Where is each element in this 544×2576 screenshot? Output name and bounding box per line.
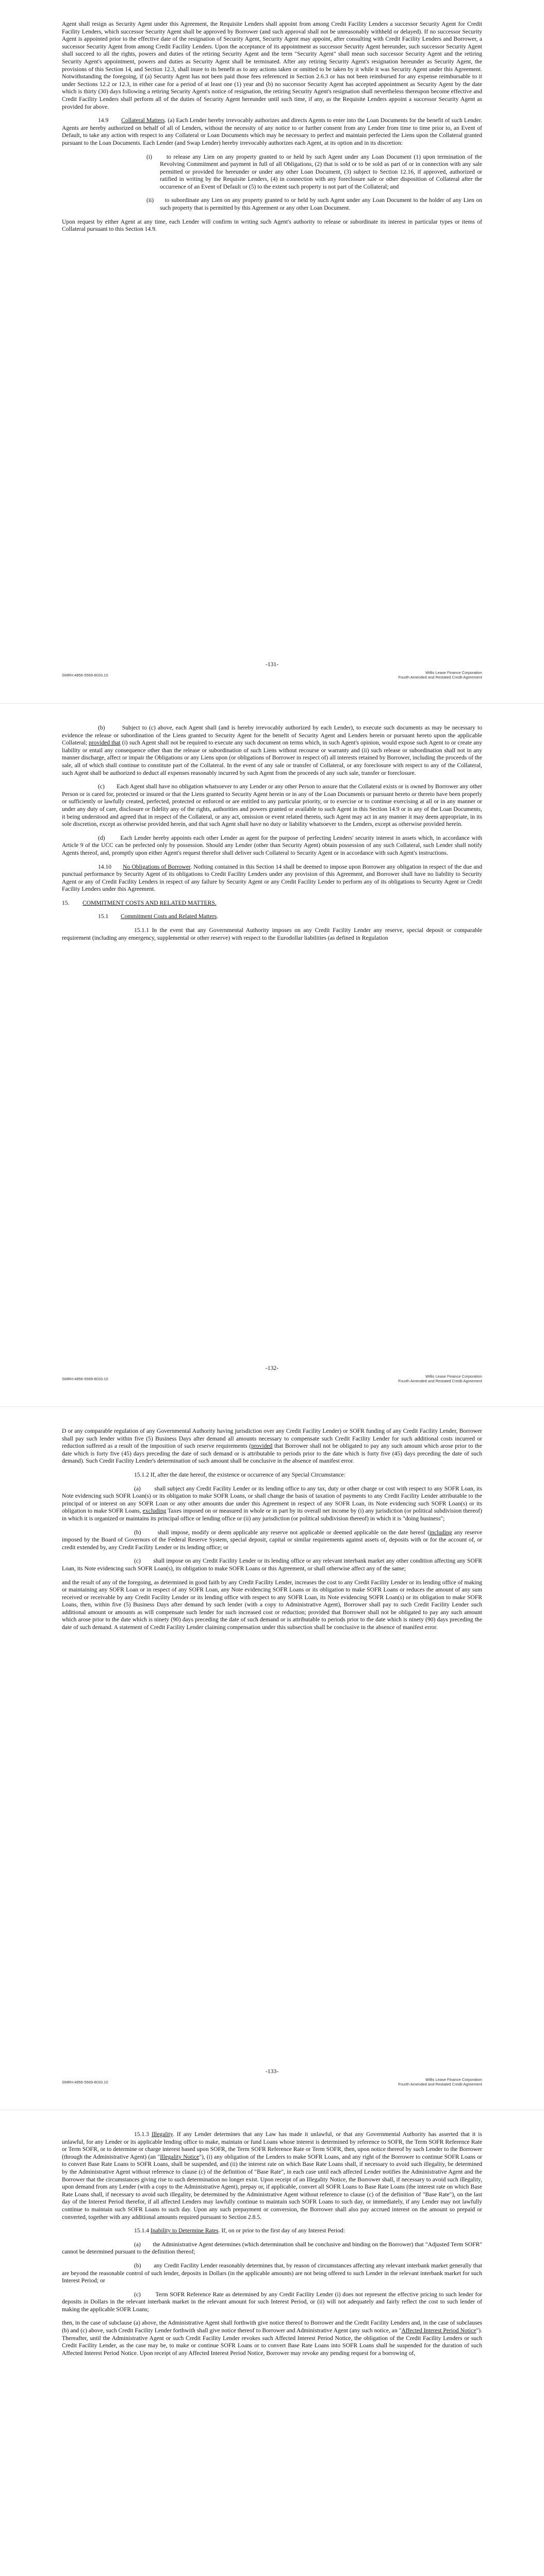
clause-i xyxy=(62,154,482,191)
agreement-name: Fourth Amended and Restated Credit Agreement xyxy=(398,675,482,680)
clause-b xyxy=(62,1529,482,1552)
article-15-heading xyxy=(62,900,482,907)
clause-label: (c) xyxy=(134,1557,141,1565)
proviso: provided that xyxy=(89,739,121,747)
clause-a xyxy=(62,1485,482,1523)
section-title-end: . xyxy=(217,913,219,920)
defined-term: Illegality Notice xyxy=(160,2153,200,2160)
section-text-cont: "), (i) any obligation of the Lenders to make SOFR Loans, and any right of the Borrower to continue SOFR Loans or to convert Base Rate Loans to SOFR Loans, shall be suspended, and (ii) the interest rate on which Base Rate Loans shall, if necessary to avoid such illegality, be determined by the Administrative Agent without reference to clause (c) of the definition of "Base Rate", in each case until each affected Lender notifies the Administrative Agent and the Borrower that the circumstances giving rise to such determination no longer exist. Upon receipt of an Illegality Notice, the Borrower shall, if necessary to avoid such illegality, upon demand from any Lender (with a copy to the Administrative Agent), prepay or, if applicable, convert all SOFR Loans to Base Rate Loans (the interest rate on which Base Rate Loans shall, if necessary to avoid such illegality, be determined by the Administrative Agent without reference to clause (c) of the definition of "Base Rate"), on the last day of the Interest Period therefor, if all affected Lenders may lawfully continue to maintain such SOFR Loans to such day, or immediately, if any Lender may not lawfully continue to maintain such SOFR Loans to such day. Upon any such prepayment or conversion, the Borrower shall also pay accrued interest on the amount so prepaid or converted, together with any additional amounts required pursuant to Section 2.8.5. xyxy=(62,2153,483,2221)
paragraph-increased-cost: and the result of any of the foregoing, as determined in good faith by any Credit Facility Lender, increases the cost to any Credit Facility Lender or its lending office of making or maintaining any SOFR Loan or in respect of any SOFR Loan, any Note evidencing SOFR Loans or its obligation to make SOFR Loans or reduces the amount of any sum received or receivable by any Credit Facility Lender or its lending office with respect to any SOFR Loan, its Note evidencing SOFR Loan(s) or its obligation to make SOFR Loans, then, within five (5) Business Days after demand by such lender (with a copy to Administrative Agent), Borrower shall pay to such Credit Facility Lender such additional amount or amounts as will compensate such lender for such increased cost or reduction; provided that Borrower shall not be obligated to pay any such amount which arose prior to the date which is ninety (90) days preceding the date of such demand or is attributable to periods prior to the date which is ninety (90) days preceding the date of such demand. A statement of Credit Facility Lender claiming compensation under this subsection shall be conclusive in the absence of manifest error. xyxy=(62,1579,482,1631)
document-page-132 xyxy=(0,703,544,1406)
clause-b xyxy=(62,724,482,777)
paragraph-confirmation: Upon request by either Agent at any time, each Lender will confirm in writing such Agent's authority to release or subordinate its interest in particular types or items of Collateral pursuant to this Section 14.9. xyxy=(62,218,482,233)
clause-d xyxy=(62,835,482,857)
proviso: provided xyxy=(251,1443,273,1450)
paragraph-affected-interest-notice xyxy=(62,2319,482,2357)
clause-text: Subject to (c) above, each Agent shall (and is hereby irrevocably authorized by each Lender), to execute such documents as may be necessary to evidence the release or subordination of the Liens granted to Security Agent for the benefit of Security Agent and Lenders herein or pursuant hereto upon the applicable Collateral; xyxy=(62,724,483,747)
section-title: No Obligations of Borrower xyxy=(123,863,191,870)
clause-label: (c) xyxy=(98,783,105,790)
document-id: SMRH:4856-5569-8033.10 xyxy=(62,1377,108,1381)
section-text: . (a) Each Lender hereby irrevocably authorizes and directs Agents to enter into the Loan Documents for the benefit of such Lender. Agents are hereby authorized on behalf of all of Lenders, without the necessity of any notice to or further consent from any Lender from time to time prior to, an Event of Default, to take any action with respect to any Collateral or Loan Documents which may be necessary to perfect and maintain perfected the Liens upon the Collateral granted pursuant to the Loan Documents. Each Lender (and Swap Lender) hereby irrevocably authorizes each Agent, at its option and in its discretion: xyxy=(62,117,482,146)
footer-company xyxy=(398,670,482,680)
clause-text-cont: any reserve imposed by the Board of Governors of the Federal Reserve System, special deposit, capital or similar requirements against assets of, deposits with or for the account of, or credit extended by, any Credit Facility Lender or its lending office; or xyxy=(62,1529,482,1551)
text-cont: "). Thereafter, until the Administrative Agent or such Credit Facility Lender revokes such Affected Interest Period Notice, the obligation of the Credit Facility Lenders or such Credit Facility Lender, as the case may be, to make or continue SOFR Loans or to convert Base Rate Loans into SOFR Loans shall be suspended for the duration of such Affected Interest Period Notice. Upon receipt of any Affected Interest Period Notice, Borrower may revoke any pending request for a borrowing of, xyxy=(62,2327,482,2357)
section-15-1-3 xyxy=(62,2131,482,2221)
document-page-133 xyxy=(0,1406,544,2110)
section-15-1-heading xyxy=(62,913,482,921)
footer-company xyxy=(398,2077,482,2087)
clause-text: shall impose, modify or deem applicable any reserve not applicable or deemed applicable on the date hereof ( xyxy=(157,1529,430,1536)
clause-text: to subordinate any Lien on any property granted to or held by such Agent under any Loan Document to the holder of any Lien on such property that is permitted by this Agreement or any other Loan Document. xyxy=(160,197,483,212)
clause-text: Each Lender hereby appoints each other Lender as agent for the purpose of perfecting Lenders' security interest in assets which, in accordance with Article 9 of the UCC can be perfected only by possession. Should any Lender (other than Security Agent) obtain possession of any such Collateral, such Lender shall notify Agents thereof, and, promptly upon either Agent's request therefor shall deliver such Collateral to Security Agent or in accordance with such Agent's instructions. xyxy=(62,834,483,856)
company-name: Willis Lease Finance Corporation xyxy=(425,2077,482,2082)
clause-text: the Administrative Agent determines (which determination shall be conclusive and binding on the Borrower) that "Adjusted Term SOFR" cannot be determined pursuant to the definition thereof; xyxy=(62,2241,483,2256)
clause-label: (a) xyxy=(134,1485,141,1492)
section-title: Inability to Determine Rates xyxy=(150,2227,219,2234)
section-text: . Nothing contained in this Section 14 shall be deemed to impose upon Borrower any obligation in respect of the due and punctual performance by Security Agent of its obligations to Credit Facility Lenders under any provision of this Agreement, and Borrower shall have no liability to Security Agent or any of Credit Facility Lenders in respect of any failure by Security Agent or any Credit Facility Lender to perform any of its obligations to Security Agent or Credit Facility Lenders under this Agreement. xyxy=(62,863,482,893)
clause-text-cont: Taxes imposed on or measured in whole or in part by its overall net income by (i) any jurisdiction (or political subdivision thereof) in which it is organized or maintains its principal office or lending office or (ii) any jurisdiction (or political subdivision thereof) in which it is "doing business"; xyxy=(62,1507,482,1522)
page-number: -132- xyxy=(265,1365,279,1371)
section-text: . If any Lender determines that any Law has made it unlawful, or that any Governmental Authority has asserted that it is unlawful, for any Lender or its applicable lending office to make, maintain or fund Loans whose interest is determined by reference to SOFR, the Term SOFR Reference Rate or Term SOFR, or to determine or charge interest based upon SOFR, the Term SOFR Reference Rate or Term SOFR, then, upon notice thereof by such Lender to the Borrower (through the Administrative Agent) (an " xyxy=(62,2131,482,2160)
section-number: 14.9 xyxy=(98,117,109,124)
clause-a xyxy=(62,2241,482,2256)
footer-company xyxy=(398,1374,482,1383)
clause-text-cont: (i) such Agent shall not be required to execute any such document on terms which, in such Agent's opinion, would expose such Agent to or create any liability or entail any consequence other than the release or subordination of such Liens without recourse or warranty and (ii) such release or subordination shall not in any manner discharge, affect or impair the Obligations or any Liens upon (or obligations of Borrower in respect of) all interests retained by Borrower, including the proceeds of the sale, all of which shall continue to constitute part of the Collateral. In the event of any sale or transfer of Collateral, or any foreclosure with respect to any of the Collateral, such Agent shall be authorized to deduct all expenses reasonably incurred by such Agent from the proceeds of any such sale, transfer or foreclosure. xyxy=(62,739,482,776)
clause-text: Each Agent shall have no obligation whatsoever to any Lender or any other Person to assure that the Collateral exists or is owned by Borrower any other Person or is cared for, protected or insured or that the Liens granted to Security Agent herein or in any of the Loan Documents or pursuant hereto or thereto have been properly or sufficiently or lawfully created, perfected, protected or enforced or are entitled to any particular priority, or to exercise or to continue exercising at all or in any manner or under any duty of care, disclosure or fidelity any of the rights, authorities and powers granted or available to such Agent in this Section 14.9 or in any of the Loan Documents, it being understood and agreed that in respect of the Collateral, or any act, omission or event related thereto, such Agent may act in any manner it may deem appropriate, in its sole discretion, except as otherwise provided herein, and that such Agent shall have no duty or liability whatsoever to the Lenders, except as otherwise provided herein. xyxy=(62,783,483,828)
section-15-1-1: 15.1.1 In the event that any Governmental Authority imposes on any Credit Facility Lender any reserve, special deposit or comparable requirement (including any emergency, supplemental or other reserve) with respect to the Eurodollar liabilities (as defined in Regulation xyxy=(62,927,482,941)
clause-label: (b) xyxy=(134,1529,141,1536)
text: D or any comparable regulation of any Governmental Authority having jurisdiction over any Credit Facility Lender) or SOFR funding of any Credit Facility Lender, Borrower shall pay such lender within five (5) Business Days after demand all amounts necessary to compensate such Credit Facility Lender for such additional costs incurred or reduction suffered as a result of the imposition of such reserve requirements ( xyxy=(62,1428,482,1450)
section-number: 15.1 xyxy=(98,913,109,920)
exclusion: excluding xyxy=(142,1507,167,1515)
company-name: Willis Lease Finance Corporation xyxy=(425,1374,482,1379)
page-number: -131- xyxy=(265,661,279,668)
clause-text: shall subject any Credit Facility Lender or its lending office to any tax, duty or other charge or cost with respect to any SOFR Loan, its Note evidencing such SOFR Loan(s) or its obligation to make SOFR Loans, or shall change the basis of taxation of payments to any Credit Facility Lender attributable to the principal of or interest on any SOFR Loan or any other amounts due under this Agreement in respect of any SOFR Loan, its Note evidencing such SOFR Loan(s) or its obligation to make SOFR Loans, xyxy=(62,1485,482,1515)
inclusion: including xyxy=(429,1529,452,1536)
clause-c xyxy=(62,1557,482,1572)
clause-label: (d) xyxy=(98,834,105,841)
clause-label: (c) xyxy=(134,2291,141,2298)
section-title: Commitment Costs and Related Matters xyxy=(121,913,217,920)
clause-text: shall impose on any Credit Facility Lender or its lending office or any relevant interbank market any other condition affecting any SOFR Loan, its Note evidencing such SOFR Loan(s), its obligation to make SOFR Loans or this Agreement, or shall otherwise affect any of the same; xyxy=(62,1557,482,1572)
clause-text: Term SOFR Reference Rate as determined by any Credit Facility Lender (i) does not represent the effective pricing to such lender for deposits in Dollars in the relevant interbank market in the relevant amount for such Interest Period, or (ii) will not adequately and fairly reflect the cost to such lender of making the applicable SOFR Loans; xyxy=(62,2291,482,2313)
paragraph-reserve-costs xyxy=(62,1428,482,1465)
clause-label: (b) xyxy=(134,2262,141,2269)
section-15-1-4 xyxy=(62,2227,482,2235)
clause-ii xyxy=(62,197,482,212)
section-number: 14.10 xyxy=(98,863,112,870)
clause-c xyxy=(62,783,482,828)
clause-label: (b) xyxy=(98,724,105,731)
section-number: 15.1.4 xyxy=(134,2227,149,2234)
clause-b xyxy=(62,2262,482,2285)
agreement-name: Fourth Amended and Restated Credit Agreement xyxy=(398,1379,482,1383)
page-body xyxy=(62,2131,482,2363)
section-number: 15.1.3 xyxy=(134,2131,149,2138)
clause-label: (a) xyxy=(134,2241,141,2248)
section-15-1-2: 15.1.2 If, after the date hereof, the existence or occurrence of any Special Circumstance: xyxy=(134,1471,345,1478)
section-text: . If, on or prior to the first day of any Interest Period: xyxy=(218,2227,345,2234)
clause-c xyxy=(62,2291,482,2314)
article-number: 15. xyxy=(62,899,70,906)
section-14-10 xyxy=(62,863,482,893)
page-body xyxy=(62,724,482,948)
text-cont: that Borrower shall not be obligated to pay any such amount which arose prior to the date which is forty five (45) days preceding the date of such demand or is attributable to periods prior to the date which is forty five (45) days preceding the date of such demand). Such Credit Facility Lender's determination of such amount shall be conclusive in the absence of manifest error. xyxy=(62,1443,483,1465)
clause-text: any Credit Facility Lender reasonably determines that, by reason of circumstances affecting any relevant interbank market generally that are beyond the reasonable control of such lender, deposits in Dollars (in the applicable amounts) are not being offered to such Lender in the relevant interbank market for such Interest Period; or xyxy=(62,2262,483,2284)
article-title: COMMITMENT COSTS AND RELATED MATTERS. xyxy=(83,899,217,906)
document-page-134 xyxy=(0,2110,544,2576)
section-14-9 xyxy=(62,117,482,147)
document-id: SMRH:4856-5569-8033.10 xyxy=(62,2080,108,2084)
clause-label: (i) xyxy=(146,153,152,160)
page-body xyxy=(62,1428,482,1638)
page-number: -133- xyxy=(265,2068,279,2075)
agreement-name: Fourth Amended and Restated Credit Agreement xyxy=(398,2082,482,2087)
text: then, in the case of subclause (a) above, the Administrative Agent shall forthwith give notice thereof to Borrower and the Credit Facility Lenders and, in the case of subclauses (b) and (c) above, such Credit Facility Lender forthwith shall give notice thereof to Borrower and Administrative Agent (any such notice, an " xyxy=(62,2319,482,2334)
clause-label: (ii) xyxy=(146,197,154,204)
document-id: SMRH:4856-5569-8033.10 xyxy=(62,673,108,677)
paragraph-security-agent-resignation: Agent shall resign as Security Agent under this Agreement, the Requisite Lenders shall appoint from among Credit Facility Lenders a successor Security Agent for Credit Facility Lenders, which successor Security Agent shall be approved by Borrower (and such approval shall not be unreasonably withheld or delayed). If no successor Security Agent is appointed prior to the effective date of the resignation of Security Agent, Security Agent may appoint, after consulting with Credit Facility Lenders and Borrower, a successor Security Agent from among Credit Facility Lenders. Upon the acceptance of its appointment as successor Security Agent hereunder, such successor Security Agent shall succeed to all the rights, powers and duties of the retiring Security Agent and the term "Security Agent" shall mean such successor Security Agent and the retiring Security Agent's appointment, powers and duties as Security Agent shall be terminated. After any retiring Security Agent's resignation hereunder as Security Agent, the provisions of this Section 14, and Section 12.3, shall inure to its benefit as to any actions taken or omitted to be taken by it while it was Security Agent under this Agreement. Notwithstanding the foregoing, if (a) Security Agent has not been paid those fees referenced in Section 2.6.3 or has not been reimbursed for any expense reimbursable to it under Sections 12.2 or 12.3, in either case for a period of at least one (1) year and (b) no successor Security Agent has accepted appointment as Security Agent by the date which is thirty (30) days following a retiring Security Agent's notice of resignation, the retiring Security Agent's resignation shall nevertheless thereupon become effective and Credit Facility Lenders shall perform all of the duties of Security Agent hereunder until such time, if any, as the Requisite Lenders appoint a successor Security Agent as provided for above. xyxy=(62,21,482,110)
section-title: Collateral Matters xyxy=(121,117,165,124)
section-title: Illegality xyxy=(151,2131,173,2138)
page-body xyxy=(62,21,482,240)
company-name: Willis Lease Finance Corporation xyxy=(425,670,482,675)
defined-term: Affected Interest Period Notice xyxy=(401,2327,476,2334)
document-page-131 xyxy=(0,0,544,703)
clause-text: to release any Lien on any property granted to or held by such Agent under any Loan Document (1) upon termination of the Revolving Commitment and payment in full of all Obligations, (2) that is sold or to be sold as part of or in connection with any sale permitted or provided for hereunder or under any other Loan Document, (3) subject to Section 12.16, if approved, authorized or ratified in writing by the Requisite Lenders, (4) in connection with any foreclosure sale or other disposition of Collateral after the occurrence of an Event of Default or (5) to the extent such property is not part of the Collateral; and xyxy=(160,153,482,190)
